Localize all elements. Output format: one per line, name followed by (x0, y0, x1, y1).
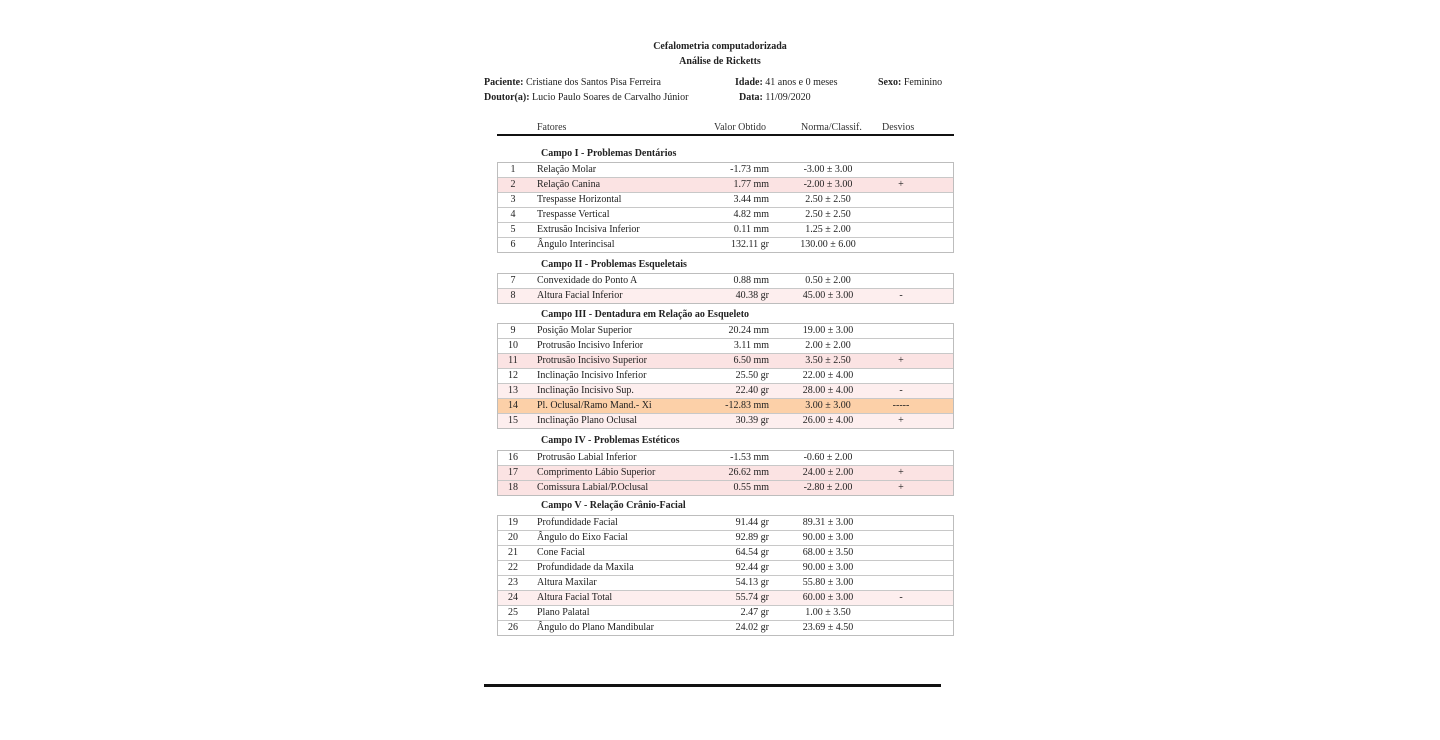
campo-table (497, 162, 954, 253)
table-row (498, 480, 953, 495)
row-norm: 68.00 ± 3.50 (802, 547, 854, 558)
row-value: 54.13 gr (735, 577, 769, 588)
age-field (735, 77, 838, 88)
row-norm: 130.00 ± 6.00 (800, 239, 856, 250)
table-row (498, 207, 953, 222)
row-number: 1 (510, 164, 516, 175)
table-row (498, 353, 953, 368)
age-label: Idade: (735, 77, 763, 88)
row-value: 1.77 mm (733, 179, 769, 190)
row-factor: Inclinação Incisivo Sup. (537, 385, 634, 396)
row-norm: 24.00 ± 2.00 (802, 467, 854, 478)
row-number: 5 (510, 224, 516, 235)
date-label: Data: (739, 92, 763, 103)
date-field (739, 92, 811, 103)
campo-table (497, 323, 954, 429)
row-factor: Profundidade Facial (537, 517, 618, 528)
row-factor: Trespasse Vertical (537, 209, 610, 220)
row-deviation: + (898, 355, 904, 366)
row-factor: Convexidade do Ponto A (537, 275, 638, 286)
header-divider (497, 134, 954, 136)
row-norm: 90.00 ± 3.00 (802, 532, 854, 543)
row-factor: Profundidade da Maxila (537, 562, 634, 573)
table-row (498, 398, 953, 413)
row-factor: Altura Maxilar (537, 577, 597, 588)
doctor-name: Lucio Paulo Soares de Carvalho Júnior (532, 92, 689, 103)
row-norm: 60.00 ± 3.00 (802, 592, 854, 603)
campo-title: Campo IV - Problemas Estéticos (541, 435, 680, 446)
table-row (498, 368, 953, 383)
row-deviation: ----- (892, 400, 910, 411)
row-factor: Plano Palatal (537, 607, 590, 618)
row-number: 24 (508, 592, 518, 603)
campo-title: Campo II - Problemas Esqueletais (541, 259, 687, 270)
table-row (498, 383, 953, 398)
row-number: 17 (508, 467, 518, 478)
row-number: 22 (508, 562, 518, 573)
row-number: 21 (508, 547, 518, 558)
row-norm: 1.00 ± 3.50 (805, 607, 851, 618)
table-row (498, 237, 953, 252)
row-norm: 3.00 ± 3.00 (805, 400, 851, 411)
row-value: 3.11 mm (733, 340, 769, 351)
footer-divider (484, 684, 941, 687)
row-deviation: + (898, 179, 904, 190)
row-number: 10 (508, 340, 518, 351)
campo-title: Campo III - Dentadura em Relação ao Esqueleto (541, 309, 750, 320)
row-factor: Pl. Oclusal/Ramo Mand.- Xi (537, 400, 652, 411)
row-norm: 89.31 ± 3.00 (802, 517, 854, 528)
row-norm: -0.60 ± 2.00 (803, 452, 853, 463)
table-row (498, 451, 953, 465)
row-number: 14 (508, 400, 518, 411)
row-number: 7 (510, 275, 516, 286)
row-factor: Relação Canina (537, 179, 601, 190)
row-number: 18 (508, 482, 518, 493)
row-value: 0.55 mm (733, 482, 769, 493)
row-norm: 28.00 ± 4.00 (802, 385, 854, 396)
row-factor: Protrusão Labial Inferior (537, 452, 637, 463)
row-number: 6 (510, 239, 516, 250)
row-norm: 2.00 ± 2.00 (805, 340, 851, 351)
table-row (498, 338, 953, 353)
row-norm: 19.00 ± 3.00 (802, 325, 854, 336)
row-value: 20.24 mm (728, 325, 769, 336)
row-deviation: + (898, 482, 904, 493)
table-row (498, 274, 953, 288)
campo-table (497, 515, 954, 636)
row-value: 3.44 mm (733, 194, 769, 205)
row-value: -12.83 mm (725, 400, 769, 411)
campo-title: Campo V - Relação Crânio-Facial (541, 500, 686, 511)
row-deviation: - (899, 290, 903, 301)
row-value: 22.40 gr (735, 385, 769, 396)
table-row (498, 413, 953, 428)
row-deviation: - (899, 385, 903, 396)
row-number: 15 (508, 415, 518, 426)
row-number: 4 (510, 209, 516, 220)
table-row (498, 465, 953, 480)
column-header-desvios: Desvios (882, 122, 915, 133)
row-value: 25.50 gr (735, 370, 769, 381)
table-row (498, 516, 953, 530)
row-number: 3 (510, 194, 516, 205)
row-factor: Protrusão Incisivo Inferior (537, 340, 644, 351)
table-row (498, 288, 953, 303)
row-factor: Inclinação Incisivo Inferior (537, 370, 647, 381)
patient-label: Paciente: (484, 77, 524, 88)
row-deviation: + (898, 415, 904, 426)
table-row (498, 163, 953, 177)
date-value: 11/09/2020 (765, 92, 811, 103)
row-value: 91.44 gr (735, 517, 769, 528)
sex-value: Feminino (903, 77, 943, 88)
row-factor: Relação Molar (537, 164, 597, 175)
table-row (498, 560, 953, 575)
row-value: 92.89 gr (735, 532, 769, 543)
column-header-norma: Norma/Classif. (801, 122, 862, 133)
table-row (498, 545, 953, 560)
row-factor: Cone Facial (537, 547, 586, 558)
row-norm: 45.00 ± 3.00 (802, 290, 854, 301)
row-factor: Extrusão Incisiva Inferior (537, 224, 640, 235)
row-value: 132.11 gr (731, 239, 769, 250)
row-value: 2.47 gr (740, 607, 769, 618)
table-row (498, 590, 953, 605)
row-norm: 1.25 ± 2.00 (805, 224, 851, 235)
row-value: 4.82 mm (733, 209, 769, 220)
patient-field (484, 77, 661, 88)
row-norm: 3.50 ± 2.50 (805, 355, 851, 366)
report-subtitle: Análise de Ricketts (679, 56, 761, 67)
row-value: 6.50 mm (733, 355, 769, 366)
row-value: 55.74 gr (735, 592, 769, 603)
table-row (498, 192, 953, 207)
column-header-fatores: Fatores (537, 122, 567, 133)
row-number: 20 (508, 532, 518, 543)
table-row (498, 605, 953, 620)
row-factor: Posição Molar Superior (537, 325, 632, 336)
row-norm: 0.50 ± 2.00 (805, 275, 851, 286)
row-number: 8 (510, 290, 516, 301)
table-row (498, 177, 953, 192)
row-value: -1.73 mm (730, 164, 769, 175)
row-norm: 26.00 ± 4.00 (802, 415, 854, 426)
row-deviation: - (899, 592, 903, 603)
row-value: 40.38 gr (735, 290, 769, 301)
row-value: 24.02 gr (735, 622, 769, 633)
column-header-valor: Valor Obtido (714, 122, 766, 133)
row-value: 64.54 gr (735, 547, 769, 558)
row-factor: Trespasse Horizontal (537, 194, 622, 205)
row-number: 25 (508, 607, 518, 618)
row-norm: -2.00 ± 3.00 (803, 179, 853, 190)
row-value: 92.44 gr (735, 562, 769, 573)
row-value: 0.11 mm (733, 224, 769, 235)
row-factor: Inclinação Plano Oclusal (537, 415, 637, 426)
campo-table (497, 450, 954, 496)
campo-table (497, 273, 954, 304)
row-number: 13 (508, 385, 518, 396)
table-row (498, 575, 953, 590)
row-number: 23 (508, 577, 518, 588)
campo-title: Campo I - Problemas Dentários (541, 148, 677, 159)
row-number: 2 (510, 179, 516, 190)
row-number: 11 (508, 355, 518, 366)
row-number: 9 (510, 325, 516, 336)
row-factor: Comprimento Lábio Superior (537, 467, 656, 478)
row-norm: -3.00 ± 3.00 (803, 164, 853, 175)
sex-field (878, 77, 942, 88)
doctor-field (484, 92, 688, 103)
row-norm: 55.80 ± 3.00 (802, 577, 854, 588)
sex-label: Sexo: (878, 77, 902, 88)
row-factor: Comissura Labial/P.Oclusal (537, 482, 649, 493)
row-norm: -2.80 ± 2.00 (803, 482, 853, 493)
report-title: Cefalometria computadorizada (653, 41, 787, 52)
row-factor: Ângulo Interincisal (537, 239, 615, 250)
row-value: 0.88 mm (733, 275, 769, 286)
patient-name: Cristiane dos Santos Pisa Ferreira (525, 77, 661, 88)
row-factor: Altura Facial Inferior (537, 290, 623, 301)
row-number: 16 (508, 452, 518, 463)
row-number: 19 (508, 517, 518, 528)
row-deviation: + (898, 467, 904, 478)
row-norm: 90.00 ± 3.00 (802, 562, 854, 573)
row-factor: Protrusão Incisivo Superior (537, 355, 647, 366)
row-value: -1.53 mm (730, 452, 769, 463)
row-norm: 2.50 ± 2.50 (805, 209, 851, 220)
table-row (498, 324, 953, 338)
table-row (498, 620, 953, 635)
row-value: 26.62 mm (728, 467, 769, 478)
row-factor: Altura Facial Total (537, 592, 613, 603)
table-row (498, 222, 953, 237)
row-norm: 22.00 ± 4.00 (802, 370, 854, 381)
row-norm: 23.69 ± 4.50 (802, 622, 854, 633)
row-number: 26 (508, 622, 518, 633)
row-value: 30.39 gr (735, 415, 769, 426)
table-row (498, 530, 953, 545)
row-factor: Ângulo do Eixo Facial (537, 532, 628, 543)
row-number: 12 (508, 370, 518, 381)
row-factor: Ângulo do Plano Mandibular (537, 622, 654, 633)
age-value: 41 anos e 0 meses (765, 77, 838, 88)
doctor-label: Doutor(a): (484, 92, 530, 103)
row-norm: 2.50 ± 2.50 (805, 194, 851, 205)
